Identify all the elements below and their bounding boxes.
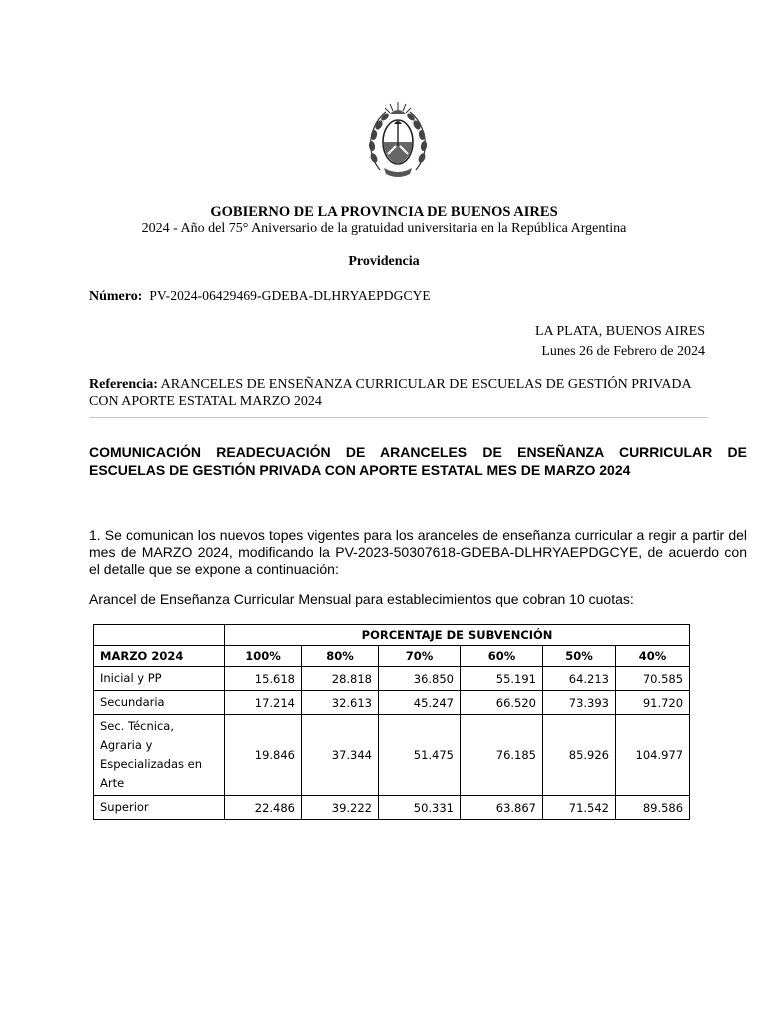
table-cell: 73.393 bbox=[543, 691, 616, 715]
table-caption: Arancel de Enseñanza Curricular Mensual para establecimientos que cobran 10 cuotas: bbox=[89, 591, 634, 607]
table-cell: 85.926 bbox=[543, 715, 616, 796]
table-cell: 28.818 bbox=[302, 667, 379, 691]
document-type-heading: Providencia bbox=[348, 254, 420, 269]
reference-block bbox=[89, 376, 709, 410]
column-header: 70% bbox=[379, 646, 461, 667]
table-cell: 45.247 bbox=[379, 691, 461, 715]
table-cell: 91.720 bbox=[616, 691, 690, 715]
table-row bbox=[94, 667, 690, 691]
table-cell: 51.475 bbox=[379, 715, 461, 796]
reference-label: Referencia: bbox=[89, 377, 158, 392]
table-cell: 37.344 bbox=[302, 715, 379, 796]
column-header: 50% bbox=[543, 646, 616, 667]
table-cell: 71.542 bbox=[543, 796, 616, 820]
table-row bbox=[94, 796, 690, 820]
fee-table bbox=[93, 624, 690, 820]
reference-text: ARANCELES DE ENSEÑANZA CURRICULAR DE ESCUELAS DE GESTIÓN PRIVADA CON APORTE ESTATAL MARZO 2024 bbox=[89, 377, 691, 409]
table-cell: 66.520 bbox=[461, 691, 543, 715]
table-cell: 36.850 bbox=[379, 667, 461, 691]
header-divider bbox=[89, 417, 708, 418]
subsidy-percentage-header: PORCENTAJE DE SUBVENCIÓN bbox=[225, 625, 690, 646]
place-line: LA PLATA, BUENOS AIRES bbox=[534, 324, 705, 339]
document-number-label: Número: bbox=[89, 289, 143, 304]
row-label: Sec. Técnica, Agraria y Especializadas en Arte bbox=[94, 715, 225, 796]
table-cell: 64.213 bbox=[543, 667, 616, 691]
table-cell: 22.486 bbox=[225, 796, 302, 820]
table-cell: 32.613 bbox=[302, 691, 379, 715]
table-cell: 17.214 bbox=[225, 691, 302, 715]
table-row bbox=[94, 715, 690, 796]
table-cell: 50.331 bbox=[379, 796, 461, 820]
row-label: Superior bbox=[94, 796, 225, 820]
document-number bbox=[89, 288, 431, 305]
table-cell: 15.618 bbox=[225, 667, 302, 691]
table-cell: 55.191 bbox=[461, 667, 543, 691]
table-cell: 19.846 bbox=[225, 715, 302, 796]
table-cell: 89.586 bbox=[616, 796, 690, 820]
row-label: Secundaria bbox=[94, 691, 225, 715]
period-header: MARZO 2024 bbox=[94, 646, 225, 667]
document-number-value: PV-2024-06429469-GDEBA-DLHRYAEPDGCYE bbox=[149, 288, 431, 303]
table-empty-corner bbox=[94, 625, 225, 646]
table-cell: 76.185 bbox=[461, 715, 543, 796]
communication-title: COMUNICACIÓN READECUACIÓN DE ARANCELES DE ENSEÑANZA CURRICULAR DE ESCUELAS DE GESTIÓN PRIVADA CON APORTE ESTATAL MES DE MARZO 2024 bbox=[89, 444, 747, 478]
column-header: 80% bbox=[302, 646, 379, 667]
column-header: 100% bbox=[225, 646, 302, 667]
table-cell: 104.977 bbox=[616, 715, 690, 796]
table-cell: 63.867 bbox=[461, 796, 543, 820]
paragraph-1: 1. Se comunican los nuevos topes vigentes para los aranceles de enseñanza curricular a regir a partir del mes de MARZO 2024, modificando la PV-2023-50307618-GDEBA-DLHRYAEPDGCYE, de acuerdo con el detalle que se expone a continuación: bbox=[89, 527, 747, 577]
date-line: Lunes 26 de Febrero de 2024 bbox=[541, 344, 705, 359]
column-header: 60% bbox=[461, 646, 543, 667]
table-group-header-row bbox=[94, 625, 690, 646]
table-cell: 39.222 bbox=[302, 796, 379, 820]
table-header-row bbox=[94, 646, 690, 667]
province-seal-icon bbox=[366, 98, 430, 180]
column-header: 40% bbox=[616, 646, 690, 667]
row-label: Inicial y PP bbox=[94, 667, 225, 691]
table-cell: 70.585 bbox=[616, 667, 690, 691]
table-row bbox=[94, 691, 690, 715]
commemorative-year-subtitle: 2024 - Año del 75° Aniversario de la gratuidad universitaria en la República Argentina bbox=[141, 221, 627, 236]
government-title: GOBIERNO DE LA PROVINCIA DE BUENOS AIRES bbox=[210, 204, 558, 220]
